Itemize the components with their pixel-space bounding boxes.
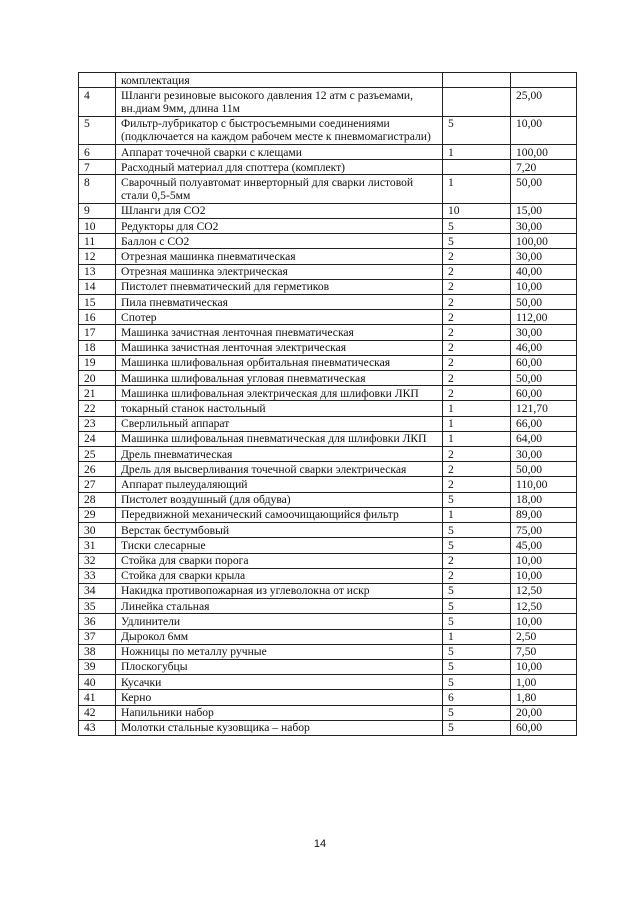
item-name-cell: Машинка зачистная ленточная пневматическая [116, 325, 443, 340]
item-name-cell: Дырокол 6мм [116, 629, 443, 644]
item-name-cell: Тиски слесарные [116, 538, 443, 553]
table-row [79, 675, 577, 690]
table-row [79, 523, 577, 538]
quantity-cell: 5 [443, 659, 511, 674]
price-cell: 12,50 [511, 599, 577, 614]
item-name-cell: Шланги для СО2 [116, 203, 443, 218]
price-cell: 50,00 [511, 175, 577, 203]
quantity-cell: 5 [443, 614, 511, 629]
table-row [79, 249, 577, 264]
quantity-cell: 2 [443, 264, 511, 279]
item-name-cell: Машинка шлифовальная электрическая для шлифовки ЛКП [116, 386, 443, 401]
table-row [79, 462, 577, 477]
table-row [79, 538, 577, 553]
table-row [79, 507, 577, 522]
quantity-cell: 5 [443, 583, 511, 598]
row-number-cell: 32 [79, 553, 116, 568]
price-cell: 15,00 [511, 203, 577, 218]
row-number-cell: 28 [79, 492, 116, 507]
row-number-cell: 12 [79, 249, 116, 264]
row-number-cell: 19 [79, 355, 116, 370]
item-name-cell: Накидка противопожарная из углеволокна от искр [116, 583, 443, 598]
price-cell: 7,50 [511, 644, 577, 659]
quantity-cell: 5 [443, 523, 511, 538]
price-cell: 10,00 [511, 568, 577, 583]
row-number-cell: 36 [79, 614, 116, 629]
row-number-cell: 13 [79, 264, 116, 279]
table-row [79, 145, 577, 160]
quantity-cell: 2 [443, 310, 511, 325]
row-number-cell: 26 [79, 462, 116, 477]
quantity-cell: 1 [443, 175, 511, 203]
item-name-cell: Редукторы для СО2 [116, 219, 443, 234]
item-name-cell: Машинка шлифовальная пневматическая для шлифовки ЛКП [116, 431, 443, 446]
price-cell: 45,00 [511, 538, 577, 553]
row-number-cell: 41 [79, 690, 116, 705]
price-cell: 2,50 [511, 629, 577, 644]
quantity-cell: 5 [443, 599, 511, 614]
item-name-cell: Стойка для сварки крыла [116, 568, 443, 583]
table-row [79, 371, 577, 386]
price-cell: 50,00 [511, 371, 577, 386]
price-cell: 112,00 [511, 310, 577, 325]
quantity-cell: 2 [443, 279, 511, 294]
item-name-cell: Плоскогубцы [116, 659, 443, 674]
price-cell: 46,00 [511, 340, 577, 355]
quantity-cell [443, 73, 511, 88]
table-row [79, 203, 577, 218]
table-row [79, 386, 577, 401]
table-row [79, 295, 577, 310]
price-cell: 30,00 [511, 325, 577, 340]
price-cell: 7,20 [511, 160, 577, 175]
table-row [79, 659, 577, 674]
row-number-cell: 43 [79, 720, 116, 735]
item-name-cell: Ножницы по металлу ручные [116, 644, 443, 659]
price-cell: 121,70 [511, 401, 577, 416]
quantity-cell: 2 [443, 355, 511, 370]
quantity-cell: 2 [443, 447, 511, 462]
row-number-cell: 42 [79, 705, 116, 720]
quantity-cell: 2 [443, 371, 511, 386]
quantity-cell: 2 [443, 462, 511, 477]
row-number-cell: 11 [79, 234, 116, 249]
quantity-cell: 5 [443, 538, 511, 553]
item-name-cell: Машинка шлифовальная орбитальная пневматическая [116, 355, 443, 370]
price-cell: 75,00 [511, 523, 577, 538]
table-row [79, 279, 577, 294]
quantity-cell: 5 [443, 720, 511, 735]
row-number-cell: 34 [79, 583, 116, 598]
item-name-cell: Молотки стальные кузовщика – набор [116, 720, 443, 735]
quantity-cell: 2 [443, 477, 511, 492]
price-cell: 100,00 [511, 234, 577, 249]
price-cell: 25,00 [511, 88, 577, 116]
quantity-cell: 2 [443, 386, 511, 401]
row-number-cell: 33 [79, 568, 116, 583]
table-row [79, 175, 577, 203]
quantity-cell: 1 [443, 431, 511, 446]
item-name-cell: Расходный материал для споттера (комплект) [116, 160, 443, 175]
price-cell: 10,00 [511, 116, 577, 144]
item-name-cell: комплектация [116, 73, 443, 88]
item-name-cell: Фильтр-лубрикатор с быстросъемными соединениями (подключается на каждом рабочем месте к пневмомагистрали) [116, 116, 443, 144]
table-row [79, 553, 577, 568]
table-row [79, 340, 577, 355]
price-cell: 10,00 [511, 279, 577, 294]
quantity-cell: 2 [443, 568, 511, 583]
price-cell: 1,00 [511, 675, 577, 690]
quantity-cell: 2 [443, 325, 511, 340]
table-row [79, 73, 577, 88]
item-name-cell: Сварочный полуавтомат инверторный для сварки листовой стали 0,5-5мм [116, 175, 443, 203]
quantity-cell: 6 [443, 690, 511, 705]
item-name-cell: Отрезная машинка пневматическая [116, 249, 443, 264]
table-row [79, 416, 577, 431]
price-cell: 60,00 [511, 386, 577, 401]
table-row [79, 264, 577, 279]
row-number-cell: 15 [79, 295, 116, 310]
table-row [79, 477, 577, 492]
item-name-cell: Кусачки [116, 675, 443, 690]
row-number-cell: 31 [79, 538, 116, 553]
item-name-cell: Сверлильный аппарат [116, 416, 443, 431]
table-row [79, 234, 577, 249]
quantity-cell: 1 [443, 401, 511, 416]
table-row [79, 690, 577, 705]
price-cell: 30,00 [511, 219, 577, 234]
price-cell: 64,00 [511, 431, 577, 446]
item-name-cell: токарный станок настольный [116, 401, 443, 416]
table-row [79, 116, 577, 144]
table-row [79, 431, 577, 446]
row-number-cell: 14 [79, 279, 116, 294]
quantity-cell: 5 [443, 234, 511, 249]
quantity-cell [443, 160, 511, 175]
price-cell: 30,00 [511, 447, 577, 462]
row-number-cell [79, 73, 116, 88]
quantity-cell: 1 [443, 507, 511, 522]
price-cell: 10,00 [511, 614, 577, 629]
row-number-cell: 5 [79, 116, 116, 144]
table-row [79, 629, 577, 644]
row-number-cell: 39 [79, 659, 116, 674]
table-row [79, 720, 577, 735]
quantity-cell: 5 [443, 492, 511, 507]
item-name-cell: Спотер [116, 310, 443, 325]
quantity-cell: 5 [443, 116, 511, 144]
item-name-cell: Машинка шлифовальная угловая пневматическая [116, 371, 443, 386]
quantity-cell: 5 [443, 644, 511, 659]
table-row [79, 325, 577, 340]
item-name-cell: Баллон с СО2 [116, 234, 443, 249]
row-number-cell: 20 [79, 371, 116, 386]
row-number-cell: 35 [79, 599, 116, 614]
row-number-cell: 27 [79, 477, 116, 492]
table-row [79, 614, 577, 629]
row-number-cell: 24 [79, 431, 116, 446]
row-number-cell: 22 [79, 401, 116, 416]
table-row [79, 401, 577, 416]
row-number-cell: 9 [79, 203, 116, 218]
price-cell: 30,00 [511, 249, 577, 264]
table-row [79, 88, 577, 116]
item-name-cell: Аппарат точечной сварки с клещами [116, 145, 443, 160]
quantity-cell: 2 [443, 249, 511, 264]
table-row [79, 219, 577, 234]
row-number-cell: 37 [79, 629, 116, 644]
table-row [79, 160, 577, 175]
row-number-cell: 16 [79, 310, 116, 325]
row-number-cell: 23 [79, 416, 116, 431]
quantity-cell: 2 [443, 295, 511, 310]
equipment-table [78, 72, 577, 736]
table-row [79, 568, 577, 583]
table-row [79, 583, 577, 598]
quantity-cell: 1 [443, 629, 511, 644]
table-row [79, 644, 577, 659]
row-number-cell: 18 [79, 340, 116, 355]
row-number-cell: 21 [79, 386, 116, 401]
item-name-cell: Пистолет воздушный (для обдува) [116, 492, 443, 507]
item-name-cell: Отрезная машинка электрическая [116, 264, 443, 279]
item-name-cell: Верстак бестумбовый [116, 523, 443, 538]
price-cell: 12,50 [511, 583, 577, 598]
item-name-cell: Дрель для высверливания точечной сварки электрическая [116, 462, 443, 477]
quantity-cell: 1 [443, 416, 511, 431]
page-number: 14 [313, 838, 327, 850]
equipment-table-body [79, 73, 577, 736]
row-number-cell: 7 [79, 160, 116, 175]
price-cell: 60,00 [511, 720, 577, 735]
item-name-cell: Линейка стальная [116, 599, 443, 614]
price-cell: 60,00 [511, 355, 577, 370]
quantity-cell: 1 [443, 145, 511, 160]
table-row [79, 705, 577, 720]
item-name-cell: Пила пневматическая [116, 295, 443, 310]
quantity-cell: 5 [443, 675, 511, 690]
quantity-cell: 2 [443, 340, 511, 355]
price-cell: 66,00 [511, 416, 577, 431]
table-row [79, 599, 577, 614]
price-cell: 20,00 [511, 705, 577, 720]
item-name-cell: Удлинители [116, 614, 443, 629]
row-number-cell: 38 [79, 644, 116, 659]
item-name-cell: Машинка зачистная ленточная электрическая [116, 340, 443, 355]
item-name-cell: Стойка для сварки порога [116, 553, 443, 568]
item-name-cell: Аппарат пылеудаляющий [116, 477, 443, 492]
price-cell: 1,80 [511, 690, 577, 705]
item-name-cell: Напильники набор [116, 705, 443, 720]
row-number-cell: 17 [79, 325, 116, 340]
table-row [79, 355, 577, 370]
item-name-cell: Пистолет пневматический для герметиков [116, 279, 443, 294]
item-name-cell: Шланги резиновые высокого давления 12 атм с разъемами, вн.диам 9мм, длина 11м [116, 88, 443, 116]
quantity-cell [443, 88, 511, 116]
quantity-cell: 10 [443, 203, 511, 218]
table-row [79, 447, 577, 462]
quantity-cell: 5 [443, 705, 511, 720]
row-number-cell: 30 [79, 523, 116, 538]
table-row [79, 310, 577, 325]
row-number-cell: 4 [79, 88, 116, 116]
item-name-cell: Дрель пневматическая [116, 447, 443, 462]
item-name-cell: Передвижной механический самоочищающийся фильтр [116, 507, 443, 522]
row-number-cell: 8 [79, 175, 116, 203]
table-row [79, 492, 577, 507]
price-cell [511, 73, 577, 88]
price-cell: 50,00 [511, 462, 577, 477]
row-number-cell: 25 [79, 447, 116, 462]
row-number-cell: 40 [79, 675, 116, 690]
price-cell: 89,00 [511, 507, 577, 522]
price-cell: 50,00 [511, 295, 577, 310]
item-name-cell: Керно [116, 690, 443, 705]
quantity-cell: 2 [443, 553, 511, 568]
row-number-cell: 10 [79, 219, 116, 234]
price-cell: 18,00 [511, 492, 577, 507]
price-cell: 10,00 [511, 553, 577, 568]
price-cell: 40,00 [511, 264, 577, 279]
price-cell: 10,00 [511, 659, 577, 674]
price-cell: 110,00 [511, 477, 577, 492]
quantity-cell: 5 [443, 219, 511, 234]
price-cell: 100,00 [511, 145, 577, 160]
row-number-cell: 6 [79, 145, 116, 160]
row-number-cell: 29 [79, 507, 116, 522]
